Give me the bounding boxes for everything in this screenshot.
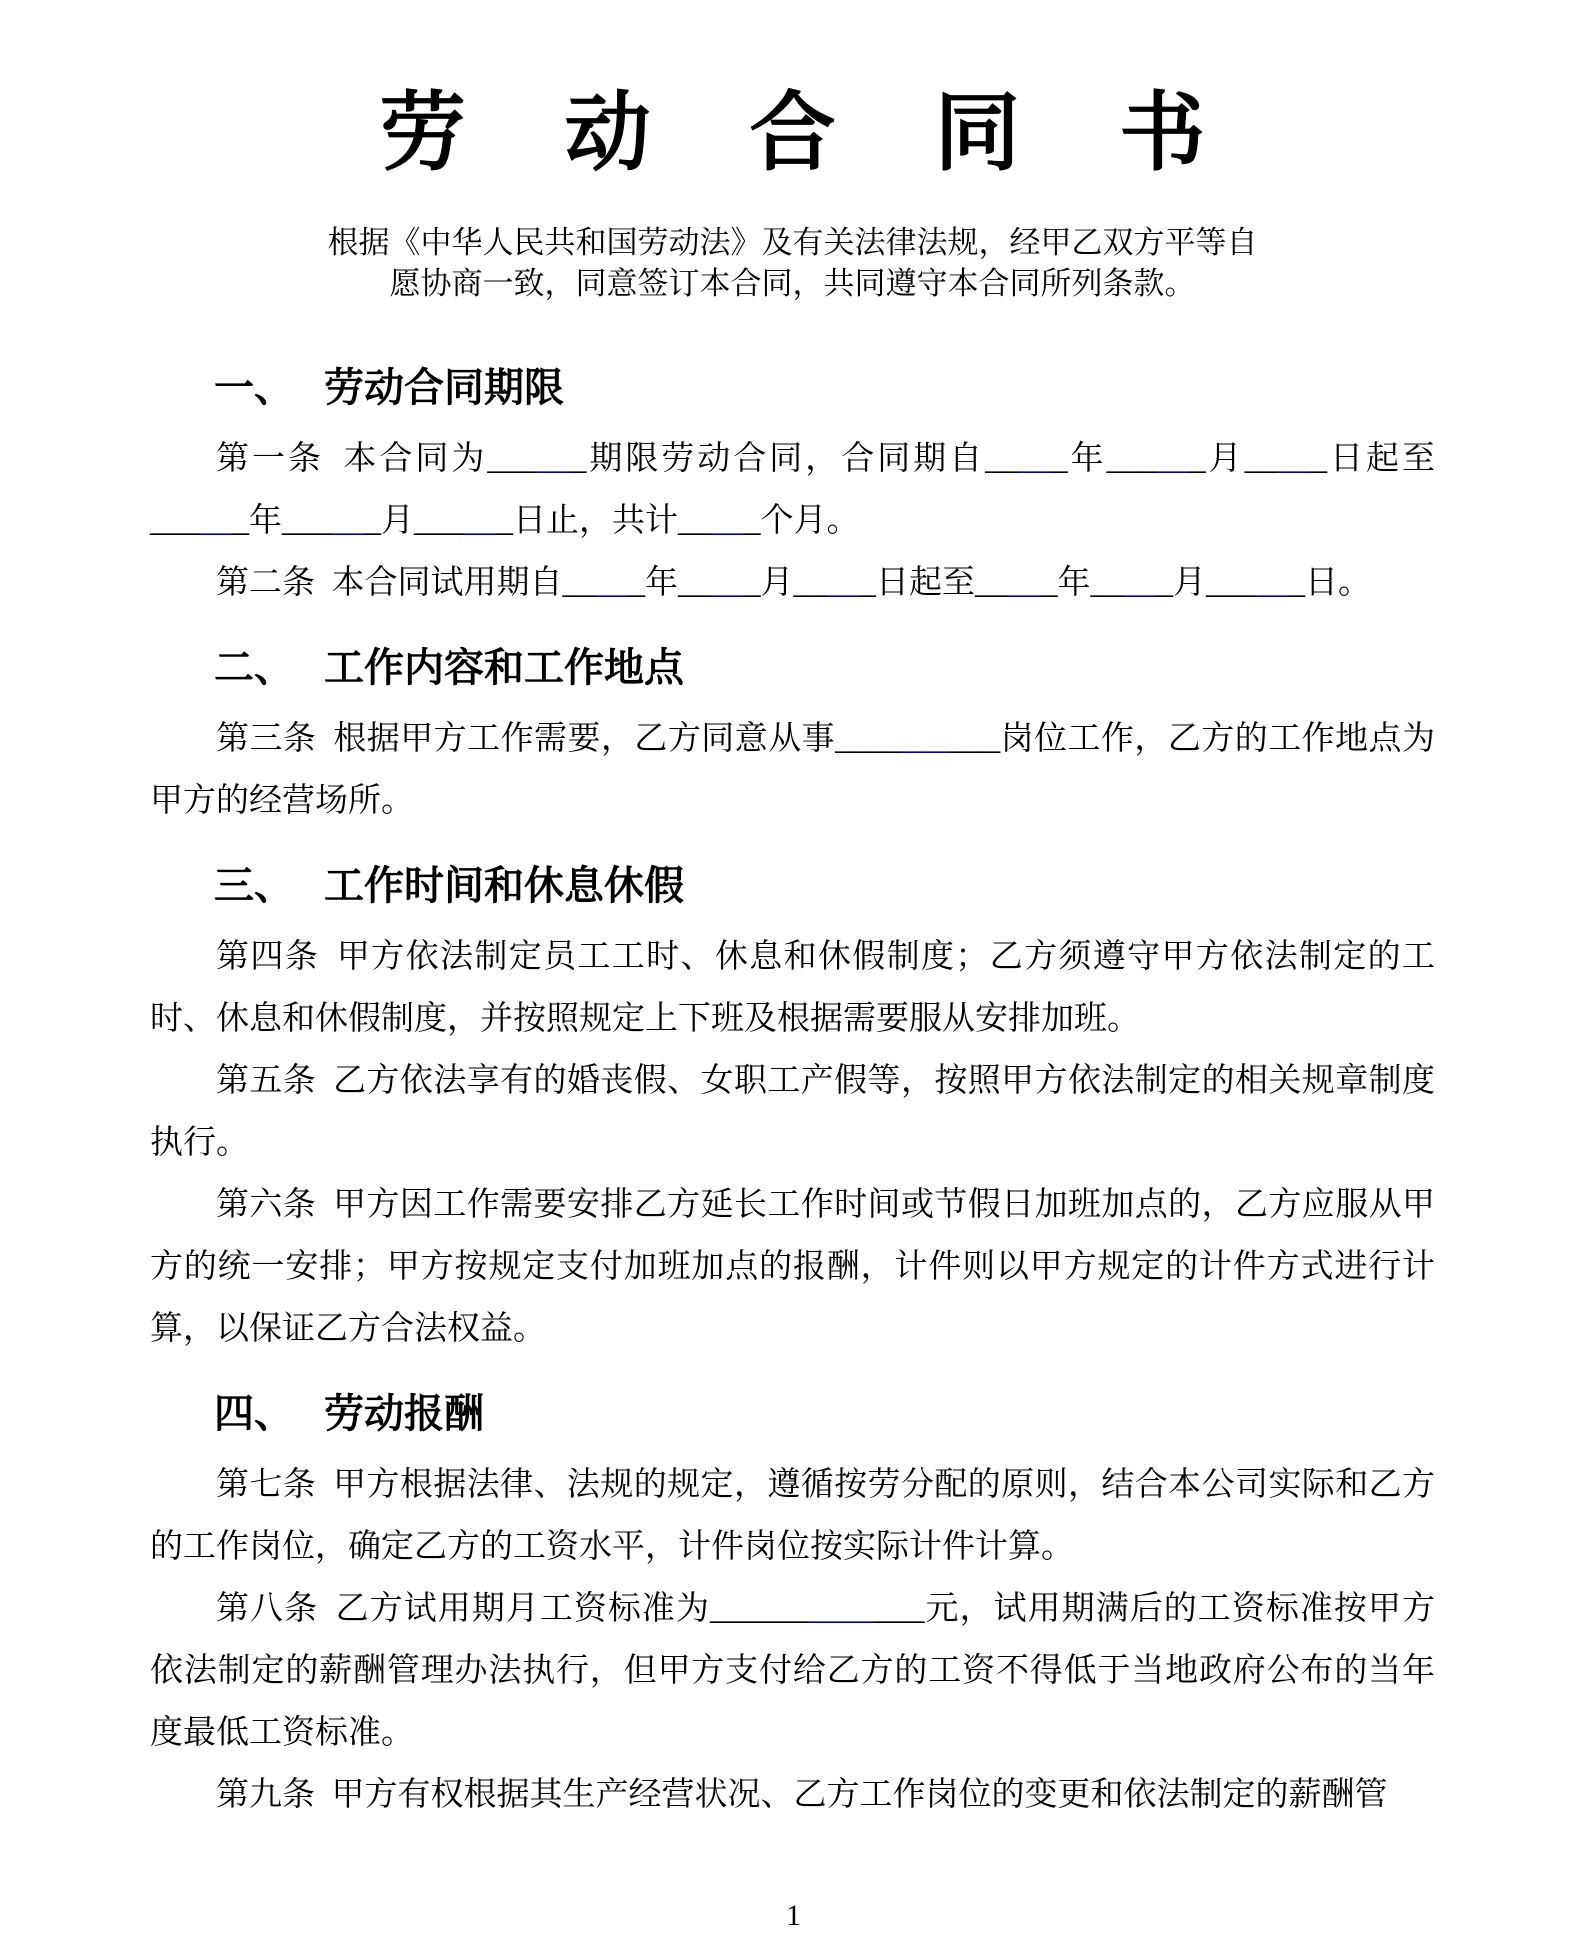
blank-field: ______ [1206, 565, 1305, 602]
blank-field: _____ [562, 565, 645, 602]
section-title: 劳动合同期限 [324, 365, 564, 411]
section-work-hours [150, 862, 1435, 1360]
blank-field: _____________ [710, 1591, 925, 1628]
clause-paragraph: 第六条 甲方因工作需要安排乙方延长工作时间或节假日加班加点的，乙方应服从甲方的统一安排；甲方按规定支付加班加点的报酬，计件则以甲方规定的计件方式进行计算，以保证乙方合法权益。 [150, 1187, 1435, 1348]
clause-paragraph: 第一条 本合同为______期限劳动合同，合同期自_____年______月_____日起至______年______月______日止，共计_____个月。 [150, 441, 1436, 540]
section-title: 工作时间和休息休假 [324, 863, 684, 909]
blank-field: ______ [414, 503, 513, 540]
blank-field: _____ [985, 441, 1068, 478]
intro-paragraph: 根据《中华人民共和国劳动法》及有关法律法规，经甲乙双方平等自愿协商一致，同意签订本合同，共同遵守本合同所列条款。 [327, 225, 1258, 302]
section-heading [214, 862, 1435, 910]
blank-field: _____ [1244, 441, 1328, 478]
blank-field: _____ [678, 503, 761, 540]
blank-field: ______ [487, 441, 587, 478]
section-remuneration [150, 1390, 1435, 1826]
clause-paragraph: 第八条 乙方试用期月工资标准为_____________元，试用期满后的工资标准按甲方依法制定的薪酬管理办法执行，但甲方支付给乙方的工资不得低于当地政府公布的当年度最低工资标准。 [150, 1591, 1436, 1752]
section-work-content [150, 644, 1435, 832]
blank-field: ______ [282, 503, 381, 540]
blank-field: _____ [678, 565, 761, 602]
blank-field: _____ [1090, 565, 1173, 602]
clause-paragraph: 第五条 乙方依法享有的婚丧假、女职工产假等，按照甲方依法制定的相关规章制度执行。 [150, 1063, 1435, 1162]
section-number: 三、 [214, 863, 294, 909]
section-number: 四、 [214, 1391, 294, 1437]
page-number: 1 [786, 1899, 801, 1932]
section-heading [214, 1390, 1435, 1438]
document-title: 劳 动 合 同 书 [379, 85, 1232, 181]
clause-paragraph: 第九条 甲方有权根据其生产经营状况、乙方工作岗位的变更和依法制定的薪酬管 [216, 1777, 1388, 1814]
clause-paragraph: 第四条 甲方依法制定员工工时、休息和休假制度；乙方须遵守甲方依法制定的工时、休息和休假制度，并按照规定上下班及根据需要服从安排加班。 [150, 939, 1435, 1038]
clause-paragraph: 第二条 本合同试用期自_____年_____月_____日起至_____年_____月______日。 [216, 565, 1371, 602]
blank-field: ______ [1106, 441, 1206, 478]
blank-field: _____ [975, 565, 1058, 602]
section-heading [214, 644, 1435, 692]
section-title: 劳动报酬 [324, 1391, 484, 1437]
section-contract-term [150, 364, 1435, 614]
section-number: 一、 [214, 365, 294, 411]
section-title: 工作内容和工作地点 [324, 645, 684, 691]
clause-paragraph: 第三条 根据甲方工作需要，乙方同意从事__________岗位工作，乙方的工作地点为甲方的经营场所。 [150, 721, 1435, 820]
blank-field: __________ [835, 721, 1001, 758]
section-number: 二、 [214, 645, 294, 691]
clause-paragraph: 第七条 甲方根据法律、法规的规定，遵循按劳分配的原则，结合本公司实际和乙方的工作岗位，确定乙方的工资水平，计件岗位按实际计件计算。 [150, 1467, 1435, 1566]
section-heading [214, 364, 1435, 412]
blank-field: _____ [793, 565, 876, 602]
blank-field: ______ [150, 503, 249, 540]
